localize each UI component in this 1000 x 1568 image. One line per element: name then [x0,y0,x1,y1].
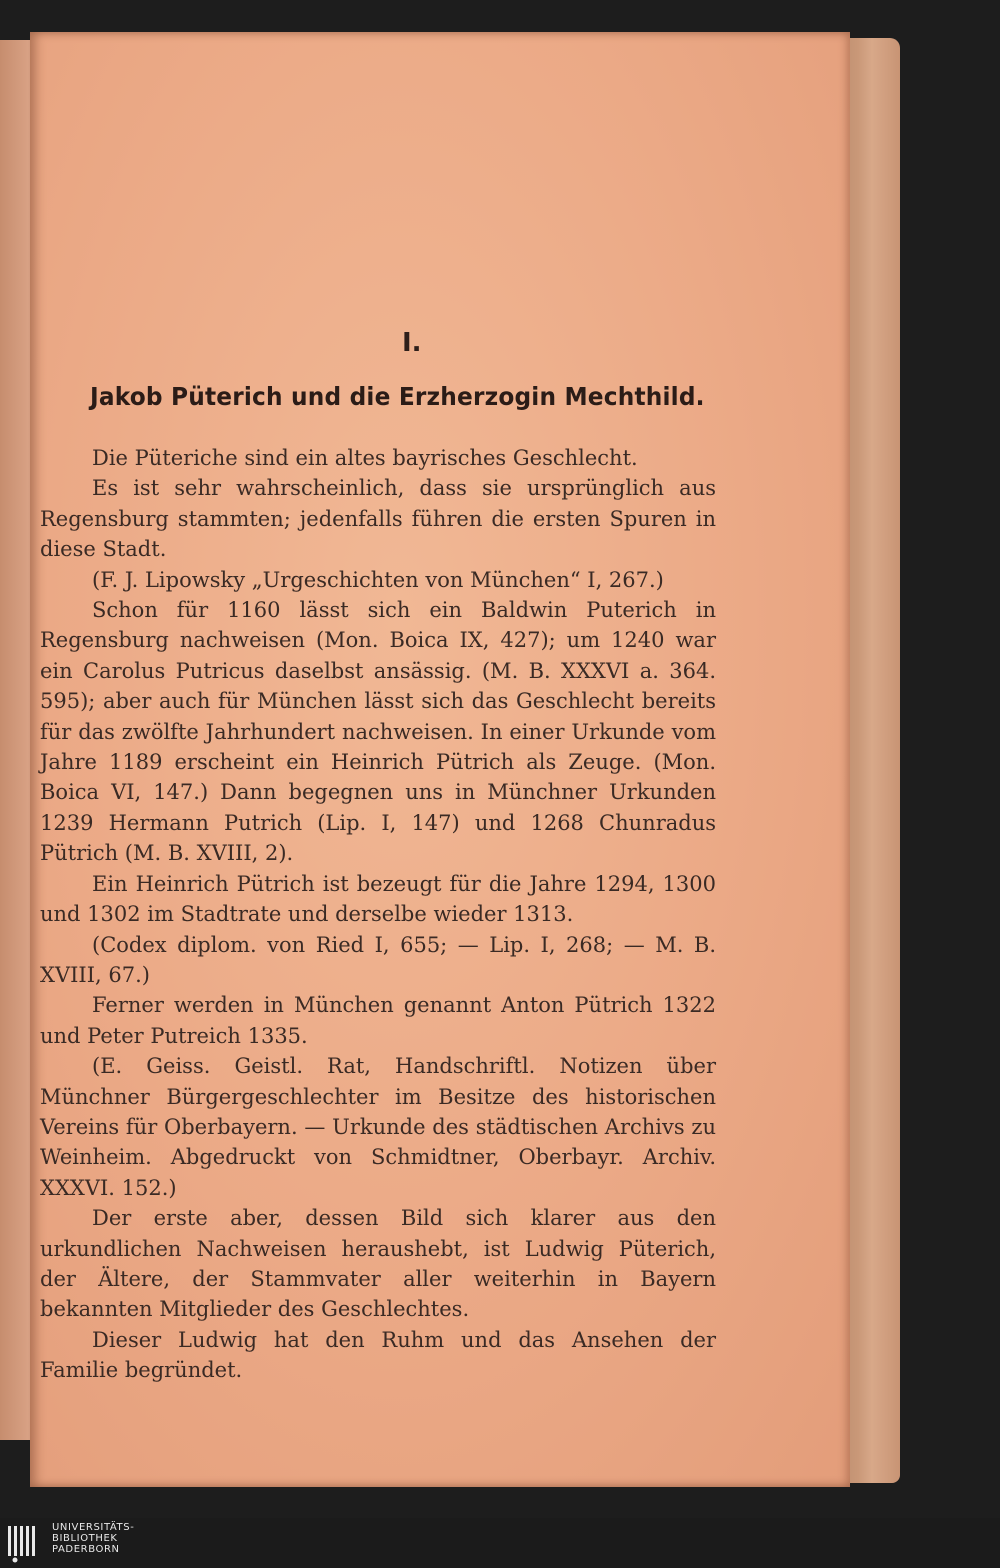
library-logo-icon [6,1522,42,1564]
paragraph: Es ist sehr wahrscheinlich, dass sie ursprünglich aus Regensburg stammten; jedenfalls führen die ersten Spuren in diese Stadt. [40,476,716,562]
library-footer [0,1518,1000,1568]
logo-line: PADERBORN [52,1544,120,1555]
paragraph: Ferner werden in München genannt Anton Pütrich 1322 und Peter Putreich 1335. [40,993,716,1048]
chapter-title: Jakob Püterich und die Erzherzogin Mechthild. [90,382,705,411]
logo-line: BIBLIOTHEK [52,1533,118,1544]
paragraph: Ein Heinrich Pütrich ist bezeugt für die Jahre 1294, 1300 und 1302 im Stadtrate und derselbe wieder 1313. [40,871,716,927]
paragraph: (F. J. Lipowsky „Urgeschichten von München“ I, 267.) [92,567,664,592]
paragraph: Schon für 1160 lässt sich ein Baldwin Puterich in Regensburg nachweisen (Mon. Boica IX, 427); um 1240 war ein Carolus Putricus daselbst ansässig. (M. B. XXXVI a. 364. 595); aber auch für München lässt sich das Geschlecht bereits für das zwölfte Jahrhundert nachweisen. In einer Urkunde vom Jahre 1189 erscheint ein Heinrich Pütrich als Zeuge. (Mon. Boica VI, 147.) Dann begegnen uns in Münchner Urkunden 1239 Hermann Putrich (Lip. I, 147) und 1268 Chunradus Pütrich (M. B. XVIII, 2). [40,598,716,866]
paragraph: Die Püteriche sind ein altes bayrisches Geschlecht. [92,446,638,470]
paragraph: (E. Geiss. Geistl. Rat, Handschriftl. Notizen über Münchner Bürgergeschlechter im Besitze des historischen Vereins für Oberbayern. — Urkunde des städtischen Archivs zu Weinheim. Abgedruckt von Schmidtner, Oberbayr. Archiv. XXXVI. 152.) [40,1054,716,1200]
paragraph: (Codex diplom. von Ried I, 655; — Lip. I, 268; — M. B. XVIII, 67.) [40,932,716,987]
chapter-number: I. [402,328,422,358]
paragraph: Dieser Ludwig hat den Ruhm und das Ansehen der Familie begründet. [40,1327,716,1383]
body-text [40,443,716,1386]
book-page [30,32,850,1487]
paragraph: Der erste aber, dessen Bild sich klarer aus den urkundlichen Nachweisen heraushebt, ist Ludwig Püterich, der Ältere, der Stammvater aller weiterhin in Bayern bekannten Mitglieder des Geschlechtes. [40,1206,716,1322]
logo-line: UNIVERSITÄTS- [52,1522,135,1533]
library-logo-text [52,1522,134,1555]
